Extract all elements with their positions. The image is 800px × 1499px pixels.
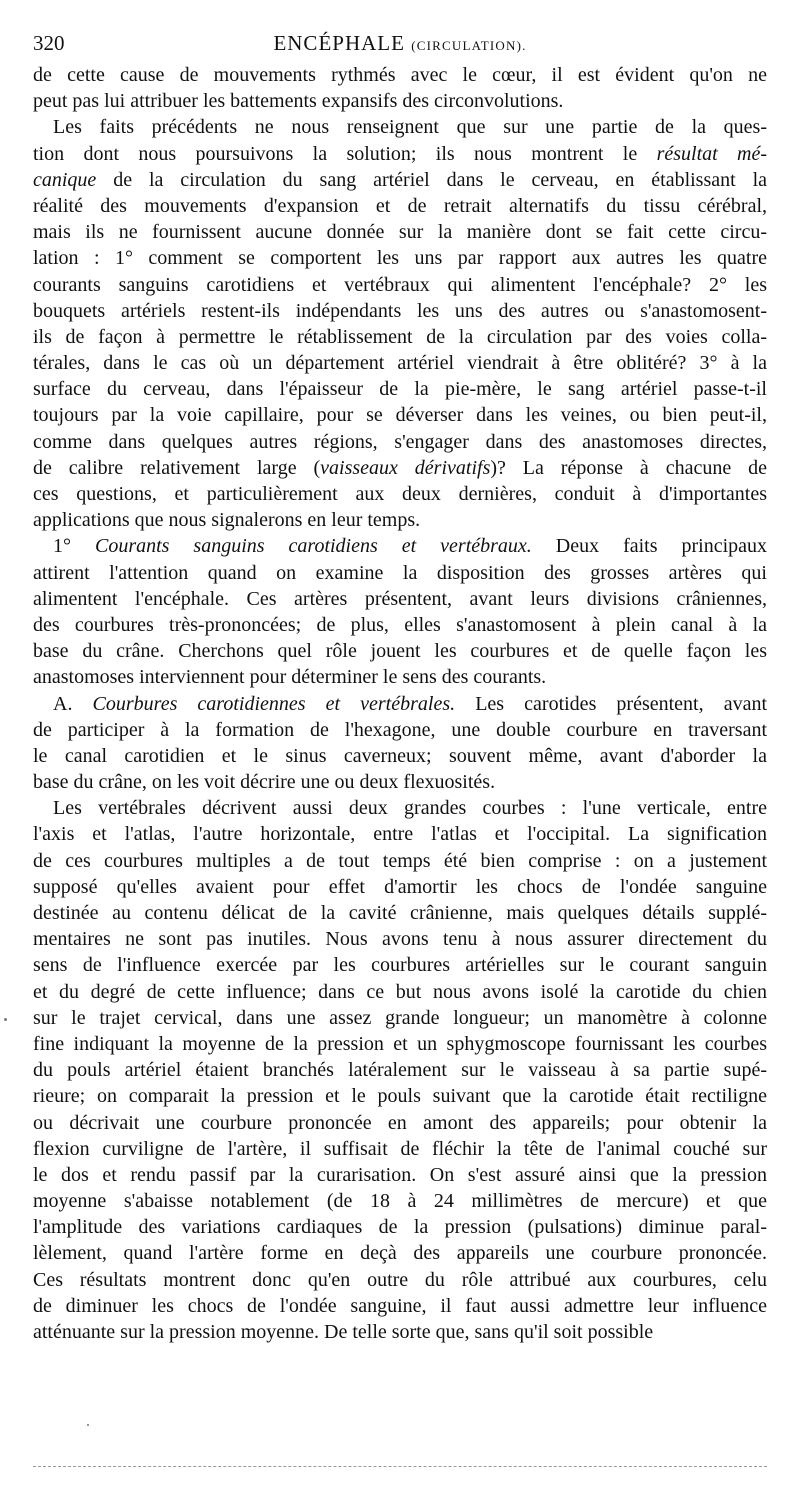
- text-run: 1°: [53, 535, 95, 558]
- text-line: [33, 481, 767, 507]
- text-run: ou décrivait une courbure prononcée en amont des appareils; pour obtenir la: [33, 1111, 767, 1134]
- text-run: mais ils ne fournissent aucune donnée sur la manière dont se fait cette circu-: [33, 221, 767, 244]
- text-line: [33, 1057, 767, 1083]
- italic-run: Courants sanguins carotidiens et vertébraux.: [94, 535, 532, 558]
- text-line: [33, 1319, 767, 1345]
- text-line: [33, 141, 767, 167]
- text-run: Ces résultats montrent donc qu'en outre du rôle attribué aux courbures, celu: [33, 1268, 767, 1291]
- running-title: [33, 30, 767, 59]
- text-line: [33, 219, 767, 245]
- italic-run: Courbures carotidiennes et vertébrales.: [92, 692, 456, 715]
- text-line: [33, 1240, 767, 1266]
- running-header: [33, 30, 767, 56]
- text-line: [33, 664, 767, 690]
- text-run: sens de l'influence exercée par les courbures artérielles sur le courant sanguin: [33, 954, 767, 977]
- text-run: l'axis et l'atlas, l'autre horizontale, entre l'atlas et l'occipital. La signification: [33, 823, 767, 846]
- text-run: atténuante sur la pression moyenne. De telle sorte que, sans qu'il soit possible: [33, 1321, 654, 1343]
- text-run: ces questions, et particulièrement aux deux dernières, conduit à d'importantes: [33, 483, 767, 505]
- text-run: ils de façon à permettre le rétablissement de la circulation par des voies colla-: [33, 325, 767, 348]
- text-line: [33, 874, 767, 900]
- text-run: de ces courbures multiples a de tout temps été bien comprise : on a justement: [33, 849, 767, 872]
- text-line: [33, 507, 767, 533]
- text-line: [33, 1162, 767, 1188]
- text-run: de diminuer les chocs de l'ondée sanguine, il faut aussi admettre leur influence: [33, 1294, 767, 1317]
- text-run: mentaires ne sont pas inutiles. Nous avons tenu à nous assurer directement du: [33, 928, 767, 951]
- text-line: [33, 1031, 767, 1057]
- text-run: supposé qu'elles avaient pour effet d'amortir les chocs de l'ondée sanguine: [33, 875, 767, 898]
- text-run: réalité des mouvements d'expansion et de retrait alternatifs du tissu cérébral,: [33, 194, 767, 217]
- running-title-sub: (CIRCULATION).: [411, 38, 527, 53]
- text-run: surface du cerveau, dans l'épaisseur de la pie-mère, le sang artériel passe-t-il: [33, 378, 767, 401]
- text-line: [33, 821, 767, 847]
- text-run: lation : 1° comment se comportent les uns par rapport aux autres les quatre: [33, 247, 767, 270]
- text-run: et du degré de cette influence; dans ce but nous avons isolé la carotide du chien: [33, 980, 767, 1003]
- text-run: destinée au contenu délicat de la cavité crânienne, mais quelques détails supplé-: [33, 902, 767, 924]
- text-line: [33, 167, 767, 193]
- paragraph: [33, 533, 767, 690]
- text-line: [33, 691, 767, 717]
- text-line: [33, 1005, 767, 1031]
- text-run: Deux faits principaux: [531, 535, 768, 558]
- text-line: [33, 272, 767, 298]
- text-run: peut pas lui attribuer les battements expansifs des circonvolutions.: [33, 90, 564, 113]
- text-run: base du crâne, on les voit décrire une ou deux flexuosités.: [33, 771, 496, 794]
- text-run: fine indiquant la moyenne de la pression et un sphygmoscope fournissant les courbes: [33, 1032, 767, 1055]
- text-run: base du crâne. Cherchons quel rôle jouent les courbures et de quelle façon les: [33, 640, 767, 663]
- text-run: de la circulation du sang artériel dans le cerveau, en établissant la: [96, 168, 767, 191]
- text-line: [33, 455, 767, 481]
- italic-run: vaisseaux dérivatifs: [320, 456, 491, 479]
- text-run: Les faits précédents ne nous renseignent que sur une partie de la ques-: [53, 116, 767, 139]
- text-line: [33, 743, 767, 769]
- text-line: [33, 429, 767, 455]
- text-line: [33, 560, 767, 586]
- text-run: A.: [53, 692, 93, 715]
- text-run: tion dont nous poursuivons la solution; ils nous montrent le: [33, 142, 657, 165]
- text-run: )? La réponse à chacune de: [490, 456, 767, 479]
- text-run: de calibre relativement large (: [33, 456, 321, 479]
- text-line: [33, 612, 767, 638]
- text-line: [33, 638, 767, 664]
- text-line: [33, 1214, 767, 1240]
- text-line: [33, 62, 767, 88]
- text-line: [33, 795, 767, 821]
- text-run: Les vertébrales décrivent aussi deux grandes courbes : l'une verticale, entre: [53, 797, 767, 820]
- text-run: attirent l'attention quand on examine la disposition des grosses artères qui: [33, 561, 767, 584]
- text-line: [33, 1110, 767, 1136]
- text-run: applications que nous signalerons en leur temps.: [33, 509, 421, 532]
- text-line: [33, 1136, 767, 1162]
- text-line: [33, 376, 767, 402]
- paragraph: [33, 691, 767, 796]
- text-run: térales, dans le cas où un département artériel viendrait à être oblitéré? 3° à la: [33, 352, 767, 375]
- text-line: [33, 717, 767, 743]
- text-line: [33, 848, 767, 874]
- text-run: toujours par la voie capillaire, pour se déverser dans les veines, ou bien peut-il,: [33, 404, 767, 427]
- text-run: l'amplitude des variations cardiaques de la pression (pulsations) diminue paral-: [33, 1216, 767, 1239]
- text-line: [33, 1083, 767, 1109]
- text-line: [33, 1267, 767, 1293]
- text-line: [33, 298, 767, 324]
- running-title-main: ENCÉPHALE: [273, 31, 405, 55]
- text-run: alimentent l'encéphale. Ces artères présentent, avant leurs divisions crâniennes,: [33, 587, 767, 610]
- paragraph: [33, 114, 767, 533]
- text-line: [33, 900, 767, 926]
- text-run: moyenne s'abaisse notablement (de 18 à 24 millimètres de mercure) et que: [33, 1190, 767, 1213]
- paragraph: [33, 795, 767, 1345]
- text-run: de participer à la formation de l'hexagone, une double courbure en traversant: [33, 718, 767, 741]
- stray-mark: [87, 1424, 89, 1426]
- stray-mark: [4, 1018, 7, 1021]
- text-line: [33, 586, 767, 612]
- page-number: 320: [33, 31, 65, 55]
- text-line: [33, 979, 767, 1005]
- text-line: [33, 533, 767, 559]
- text-line: [33, 88, 767, 114]
- text-run: flexion curviligne de l'artère, il suffisait de fléchir la tête de l'animal couché sur: [33, 1137, 767, 1160]
- text-run: rieure; on comparait la pression et le pouls suivant que la carotide était rectiligne: [33, 1085, 767, 1108]
- text-line: [33, 1293, 767, 1319]
- text-run: du pouls artériel étaient branchés latéralement sur le vaisseau à sa partie supé-: [33, 1059, 767, 1082]
- text-run: des courbures très-prononcées; de plus, elles s'anastomosent à plein canal à la: [33, 613, 767, 636]
- text-run: le canal carotidien et le sinus caverneux; souvent même, avant d'aborder la: [33, 744, 767, 767]
- text-run: comme dans quelques autres régions, s'engager dans des anastomoses directes,: [33, 430, 767, 453]
- text-run: bouquets artériels restent-ils indépendants les uns des autres ou s'anastomosent-: [33, 299, 767, 322]
- paragraph: [33, 62, 767, 114]
- text-run: courants sanguins carotidiens et vertébraux qui alimentent l'encéphale? 2° les: [33, 273, 767, 296]
- italic-run: canique: [33, 168, 97, 191]
- text-line: [33, 324, 767, 350]
- text-line: [33, 769, 767, 795]
- text-line: [33, 1188, 767, 1214]
- text-line: [33, 193, 767, 219]
- text-run: Les carotides présentent, avant: [455, 692, 767, 715]
- italic-run: résultat mé-: [656, 142, 768, 165]
- text-run: sur le trajet cervical, dans une assez grande longueur; un manomètre à colonne: [33, 1006, 767, 1029]
- text-line: [33, 926, 767, 952]
- text-run: le dos et rendu passif par la curarisation. On s'est assuré ainsi que la pression: [33, 1163, 767, 1186]
- text-line: [33, 952, 767, 978]
- text-line: [33, 114, 767, 140]
- text-run: lèlement, quand l'artère forme en deçà des appareils une courbure prononcée.: [33, 1242, 767, 1265]
- text-line: [33, 245, 767, 271]
- text-line: [33, 402, 767, 428]
- text-run: de cette cause de mouvements rythmés avec le cœur, il est évident qu'on ne: [33, 64, 767, 86]
- footer-rule: [33, 1466, 767, 1467]
- text-run: anastomoses interviennent pour déterminer le sens des courants.: [33, 666, 547, 689]
- text-line: [33, 350, 767, 376]
- body-text: [33, 62, 767, 1345]
